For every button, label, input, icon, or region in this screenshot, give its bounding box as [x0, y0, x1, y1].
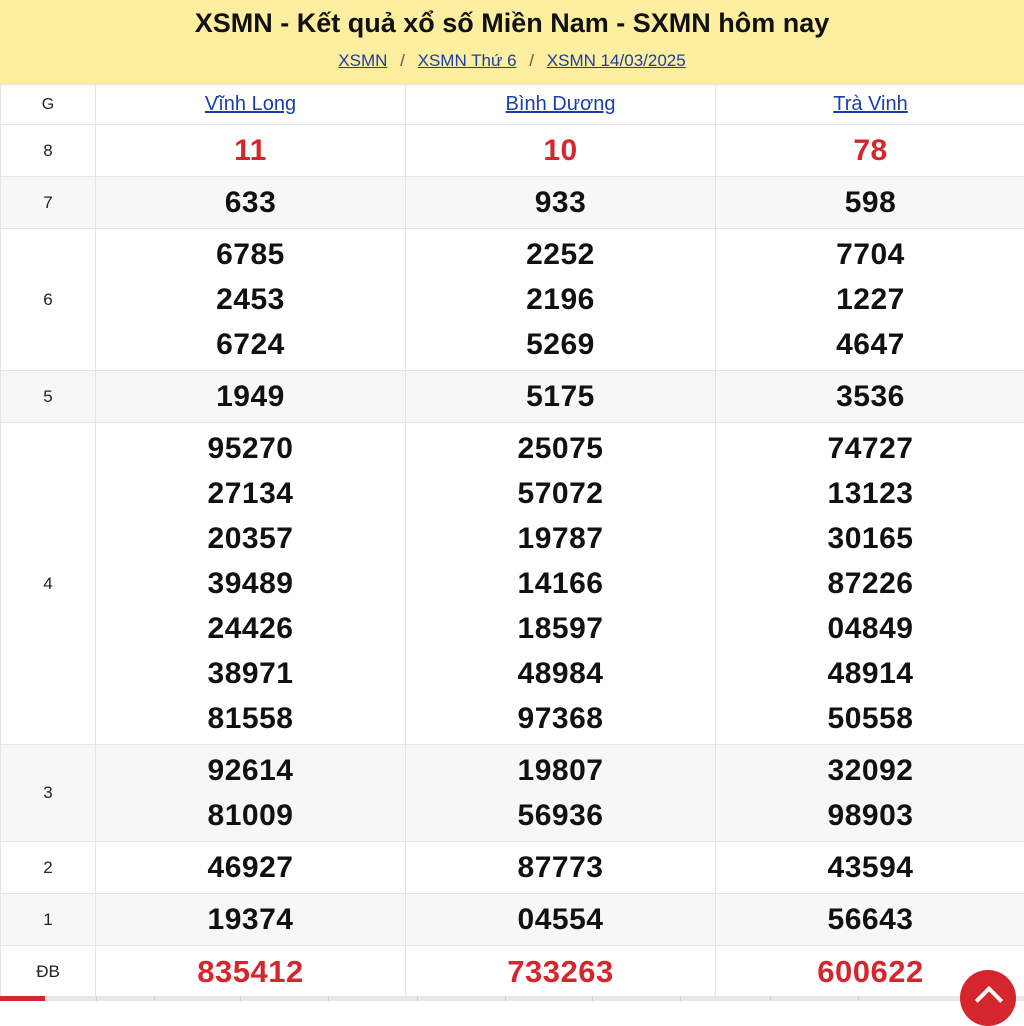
province-link-tra-vinh[interactable]: Trà Vinh	[833, 93, 907, 115]
prize-label: 6	[1, 229, 96, 371]
winning-number: 27134	[96, 471, 405, 516]
result-cell	[96, 229, 406, 371]
winning-number: 25075	[406, 426, 715, 471]
bottom-tab-divider	[154, 996, 155, 1001]
breadcrumb-separator: /	[400, 51, 405, 70]
bottom-tab-divider	[96, 996, 97, 1001]
prize-row	[1, 177, 1024, 229]
winning-number: 1949	[96, 374, 405, 419]
winning-number: 57072	[406, 471, 715, 516]
winning-number: 95270	[96, 426, 405, 471]
winning-number: 24426	[96, 606, 405, 651]
province-header-vinh-long	[96, 85, 406, 125]
result-cell	[96, 125, 406, 177]
prize-row	[1, 946, 1024, 998]
winning-number: 11	[96, 128, 405, 173]
winning-number: 97368	[406, 696, 715, 741]
winning-number: 14166	[406, 561, 715, 606]
winning-number: 81009	[96, 793, 405, 838]
result-cell	[406, 423, 716, 745]
winning-number: 5175	[406, 374, 715, 419]
bottom-tab-divider	[770, 996, 771, 1001]
province-link-vinh-long[interactable]: Vĩnh Long	[205, 93, 296, 115]
prize-column-header: G	[1, 85, 96, 125]
prize-label: 8	[1, 125, 96, 177]
bottom-tab-divider	[680, 996, 681, 1001]
prize-row	[1, 229, 1024, 371]
winning-number: 4647	[716, 322, 1024, 367]
prize-label: ĐB	[1, 946, 96, 998]
winning-number: 78	[716, 128, 1024, 173]
prize-row	[1, 842, 1024, 894]
result-cell	[96, 371, 406, 423]
result-cell	[406, 177, 716, 229]
result-cell	[96, 745, 406, 842]
winning-number: 48914	[716, 651, 1024, 696]
winning-number: 933	[406, 180, 715, 225]
result-cell	[406, 946, 716, 998]
prize-label: 1	[1, 894, 96, 946]
prize-row	[1, 371, 1024, 423]
result-cell	[96, 842, 406, 894]
winning-number: 56936	[406, 793, 715, 838]
winning-number: 1227	[716, 277, 1024, 322]
result-cell	[406, 371, 716, 423]
winning-number: 50558	[716, 696, 1024, 741]
page-title: XSMN - Kết quả xổ số Miền Nam - SXMN hôm nay	[0, 6, 1024, 40]
result-cell	[406, 125, 716, 177]
winning-number: 598	[716, 180, 1024, 225]
province-header-binh-duong	[406, 85, 716, 125]
result-cell	[96, 894, 406, 946]
result-cell	[716, 177, 1024, 229]
winning-number: 32092	[716, 748, 1024, 793]
winning-number: 13123	[716, 471, 1024, 516]
winning-number: 18597	[406, 606, 715, 651]
province-header-tra-vinh	[716, 85, 1024, 125]
winning-number: 633	[96, 180, 405, 225]
province-link-binh-duong[interactable]: Bình Dương	[506, 93, 616, 115]
prize-label: 3	[1, 745, 96, 842]
winning-number: 19787	[406, 516, 715, 561]
result-cell	[96, 423, 406, 745]
result-cell	[716, 371, 1024, 423]
prize-row	[1, 125, 1024, 177]
winning-number: 835412	[96, 949, 405, 994]
table-header-row	[1, 85, 1024, 125]
chevron-up-icon	[975, 986, 1003, 1014]
winning-number: 30165	[716, 516, 1024, 561]
result-cell	[406, 745, 716, 842]
winning-number: 87226	[716, 561, 1024, 606]
breadcrumb-separator: /	[529, 51, 534, 70]
winning-number: 38971	[96, 651, 405, 696]
winning-number: 10	[406, 128, 715, 173]
prize-label: 5	[1, 371, 96, 423]
result-cell	[96, 946, 406, 998]
winning-number: 20357	[96, 516, 405, 561]
winning-number: 19807	[406, 748, 715, 793]
result-cell	[96, 177, 406, 229]
bottom-tab-active[interactable]	[0, 996, 45, 1001]
winning-number: 3536	[716, 374, 1024, 419]
bottom-tab-divider	[417, 996, 418, 1001]
bottom-tab-strip	[0, 996, 1024, 1001]
results-table	[0, 84, 1024, 998]
prize-row	[1, 894, 1024, 946]
winning-number: 2252	[406, 232, 715, 277]
result-cell	[406, 229, 716, 371]
bottom-tab-divider	[240, 996, 241, 1001]
result-cell	[716, 423, 1024, 745]
winning-number: 43594	[716, 845, 1024, 890]
result-cell	[716, 229, 1024, 371]
winning-number: 5269	[406, 322, 715, 367]
result-cell	[716, 894, 1024, 946]
breadcrumb-xsmn-date[interactable]: XSMN 14/03/2025	[547, 51, 686, 70]
winning-number: 600622	[716, 949, 1024, 994]
scroll-to-top-button[interactable]	[960, 970, 1016, 1026]
winning-number: 6724	[96, 322, 405, 367]
winning-number: 92614	[96, 748, 405, 793]
winning-number: 74727	[716, 426, 1024, 471]
prize-label: 4	[1, 423, 96, 745]
winning-number: 6785	[96, 232, 405, 277]
winning-number: 733263	[406, 949, 715, 994]
winning-number: 39489	[96, 561, 405, 606]
prize-label: 7	[1, 177, 96, 229]
winning-number: 7704	[716, 232, 1024, 277]
winning-number: 04849	[716, 606, 1024, 651]
result-cell	[716, 745, 1024, 842]
winning-number: 98903	[716, 793, 1024, 838]
winning-number: 56643	[716, 897, 1024, 942]
prize-row	[1, 745, 1024, 842]
result-cell	[406, 894, 716, 946]
winning-number: 19374	[96, 897, 405, 942]
winning-number: 04554	[406, 897, 715, 942]
result-cell	[406, 842, 716, 894]
bottom-tab-divider	[592, 996, 593, 1001]
winning-number: 46927	[96, 845, 405, 890]
breadcrumb-xsmn-thu-6[interactable]: XSMN Thứ 6	[418, 51, 517, 70]
breadcrumb-xsmn[interactable]: XSMN	[338, 51, 387, 70]
result-cell	[716, 125, 1024, 177]
prize-row	[1, 423, 1024, 745]
page-header	[0, 0, 1024, 84]
bottom-tab-divider	[505, 996, 506, 1001]
winning-number: 87773	[406, 845, 715, 890]
bottom-tab-divider	[328, 996, 329, 1001]
result-cell	[716, 842, 1024, 894]
winning-number: 2453	[96, 277, 405, 322]
winning-number: 81558	[96, 696, 405, 741]
winning-number: 48984	[406, 651, 715, 696]
bottom-tab-divider	[858, 996, 859, 1001]
winning-number: 2196	[406, 277, 715, 322]
prize-label: 2	[1, 842, 96, 894]
breadcrumb	[0, 50, 1024, 72]
